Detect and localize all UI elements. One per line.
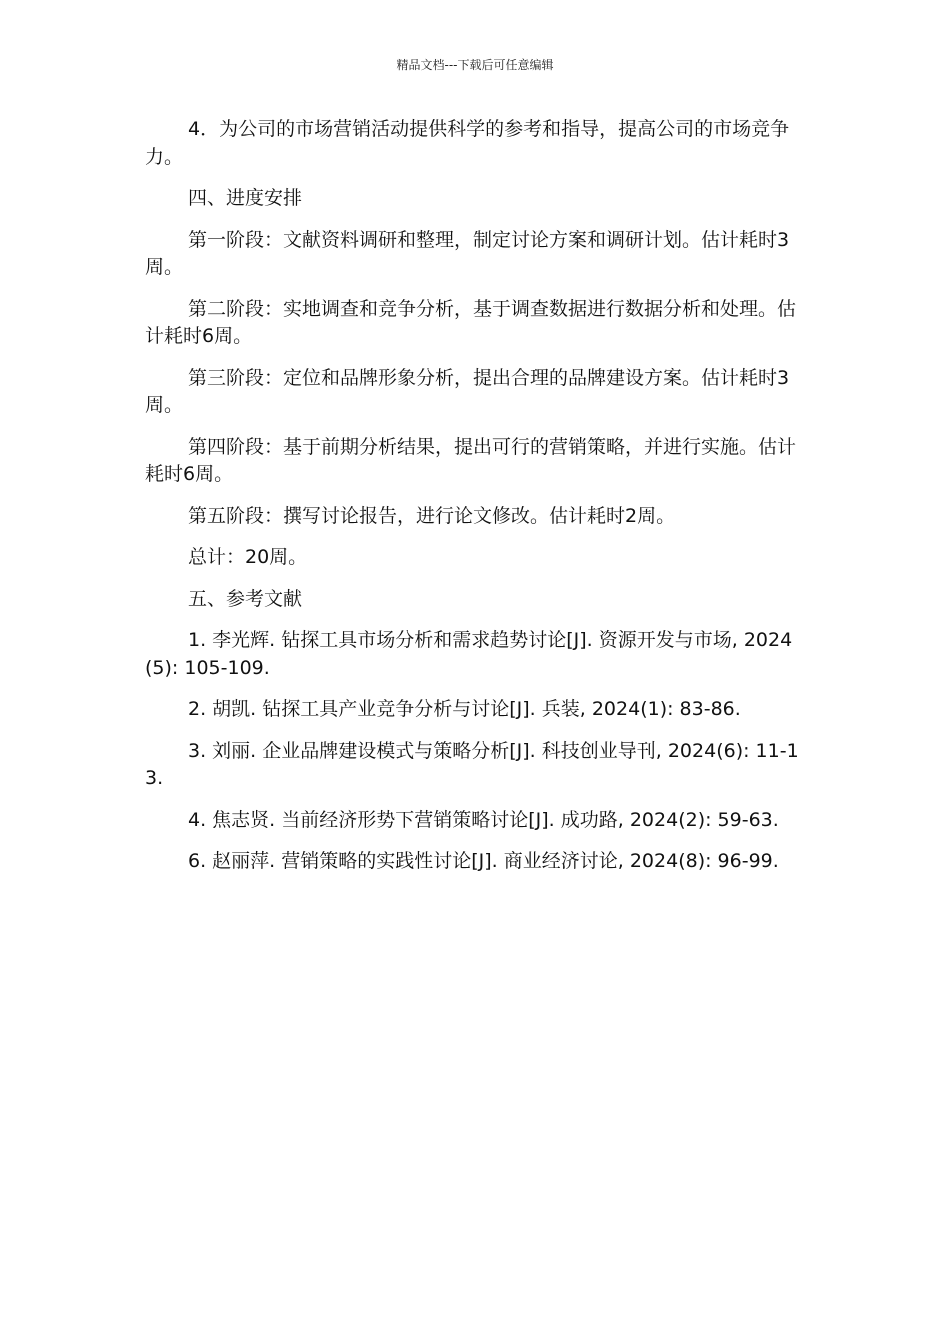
section-heading-references: 五、参考文献 [188,587,303,610]
schedule-stage-1: 第一阶段：文献资料调研和整理，制定讨论方案和调研计划。估计耗时3周。 [145,228,790,278]
schedule-stage-5: 第五阶段：撰写讨论报告，进行论文修改。估计耗时2周。 [188,504,676,527]
schedule-stage-2: 第二阶段：实地调查和竞争分析，基于调查数据进行数据分析和处理。估计耗时6周。 [145,297,797,347]
reference-item: 3. 刘丽. 企业品牌建设模式与策略分析[J]. 科技创业导刊, 2024(6): 11-13. [145,739,799,789]
objective-item-4: 4．为公司的市场营销活动提供科学的参考和指导，提高公司的市场竞争力。 [145,118,790,168]
reference-item: 1. 李光辉. 钻探工具市场分析和需求趋势讨论[J]. 资源开发与市场, 2024(5): 105-109. [145,629,793,679]
reference-item: 6. 赵丽萍. 营销策略的实践性讨论[J]. 商业经济讨论, 2024(8): 96-99. [188,850,779,872]
schedule-stage-4: 第四阶段：基于前期分析结果，提出可行的营销策略，并进行实施。估计耗时6周。 [145,435,797,485]
schedule-stage-3: 第三阶段：定位和品牌形象分析，提出合理的品牌建设方案。估计耗时3周。 [145,366,790,416]
schedule-total: 总计：20周。 [188,546,308,568]
reference-item: 4. 焦志贤. 当前经济形势下营销策略讨论[J]. 成功路, 2024(2): 59-63. [188,808,779,831]
reference-item: 2. 胡凯. 钻探工具产业竞争分析与讨论[J]. 兵装, 2024(1): 83-86. [188,698,741,720]
section-heading-schedule: 四、进度安排 [188,187,303,209]
document-body [145,116,805,890]
page-header: 精品文档---下载后可任意编辑 [396,58,554,72]
